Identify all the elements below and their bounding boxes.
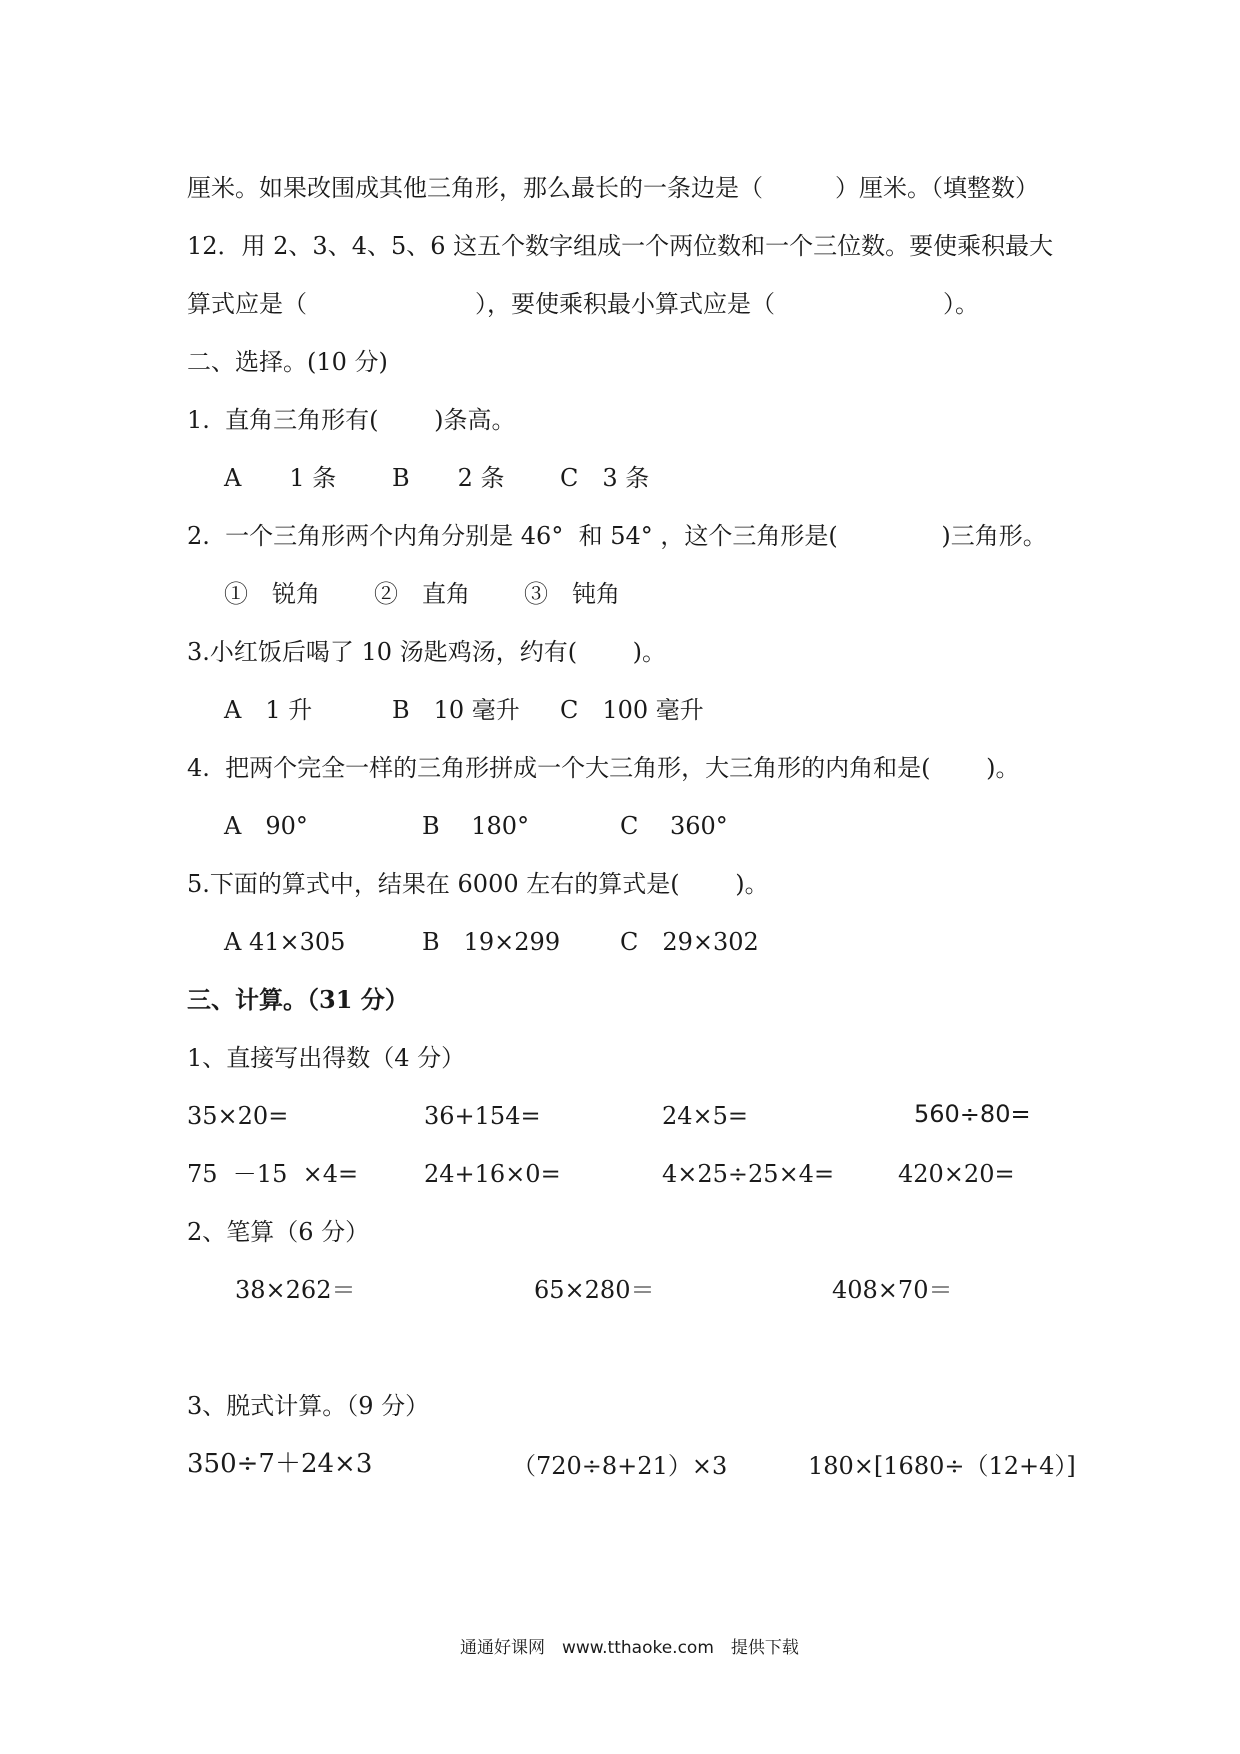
written-expr-3: 408×70＝ [832,1276,953,1304]
option-5a: A 41×305 [224,928,346,956]
option-4c: C 360° [620,812,728,840]
option-4a: A 90° [224,812,308,840]
expr-2-1: 75 －15 ×4= [187,1160,359,1188]
option-3a: A 1 升 [224,696,313,724]
question-stem-4: 4. 把两个完全一样的三角形拼成一个大三角形，大三角形的内角和是( )。 [187,754,1020,782]
written-expr-1: 38×262＝ [235,1276,356,1304]
option-1c: C 3 条 [560,464,650,492]
footer-credit: 通通好课网 www.tthaoke.com 提供下载 [460,1638,799,1658]
option-1a: A 1 条 [224,464,337,492]
q12-line2: 算式应是（ ），要使乘积最小算式应是（ ）。 [187,290,979,318]
option-5c: C 29×302 [620,928,759,956]
expr-2-4: 420×20= [898,1160,1015,1188]
question-stem-3: 3.小红饭后喝了 10 汤匙鸡汤，约有( )。 [187,638,667,666]
sub-heading-stepwise: 3、脱式计算。（9 分） [187,1392,430,1420]
option-1b: B 2 条 [392,464,505,492]
q11-continuation: 厘米。如果改围成其他三角形，那么最长的一条边是（ ）厘米。（填整数） [187,174,1039,202]
written-expr-2: 65×280＝ [534,1276,655,1304]
option-3c: C 100 毫升 [560,696,704,724]
expr-2-3: 4×25÷25×4= [662,1160,835,1188]
section-heading-choice: 二、选择。(10 分) [187,348,388,376]
question-stem-2: 2. 一个三角形两个内角分别是 46° 和 54° ，这个三角形是( )三角形。 [187,522,1047,550]
sub-heading-mental: 1、直接写出得数（4 分） [187,1044,466,1072]
expr-1-3: 24×5= [662,1102,749,1130]
question-stem-5: 5.下面的算式中，结果在 6000 左右的算式是( )。 [187,870,769,898]
stepwise-expr-2: （720÷8+21）×3 [512,1452,728,1480]
sub-heading-written: 2、笔算（6 分） [187,1218,370,1246]
expr-1-4: 560÷80= [914,1100,1031,1128]
option-2c: ③ 钝角 [524,580,620,608]
question-stem-1: 1. 直角三角形有( )条高。 [187,406,516,434]
q12-line1: 12．用 2、3、4、5、6 这五个数字组成一个两位数和一个三位数。要使乘积最大 [187,232,1054,260]
expr-1-2: 36+154= [424,1102,541,1130]
expr-1-1: 35×20= [187,1102,289,1130]
option-4b: B 180° [422,812,530,840]
option-2a: ① 锐角 [224,580,320,608]
stepwise-expr-3: 180×[1680÷（12+4）] [808,1452,1076,1480]
option-3b: B 10 毫升 [392,696,520,724]
stepwise-expr-1: 350÷7＋24×3 [187,1449,373,1479]
option-5b: B 19×299 [422,928,561,956]
expr-2-2: 24+16×0= [424,1160,561,1188]
section-heading-calc: 三、计算。（31 分） [187,985,409,1014]
option-2b: ② 直角 [374,580,470,608]
